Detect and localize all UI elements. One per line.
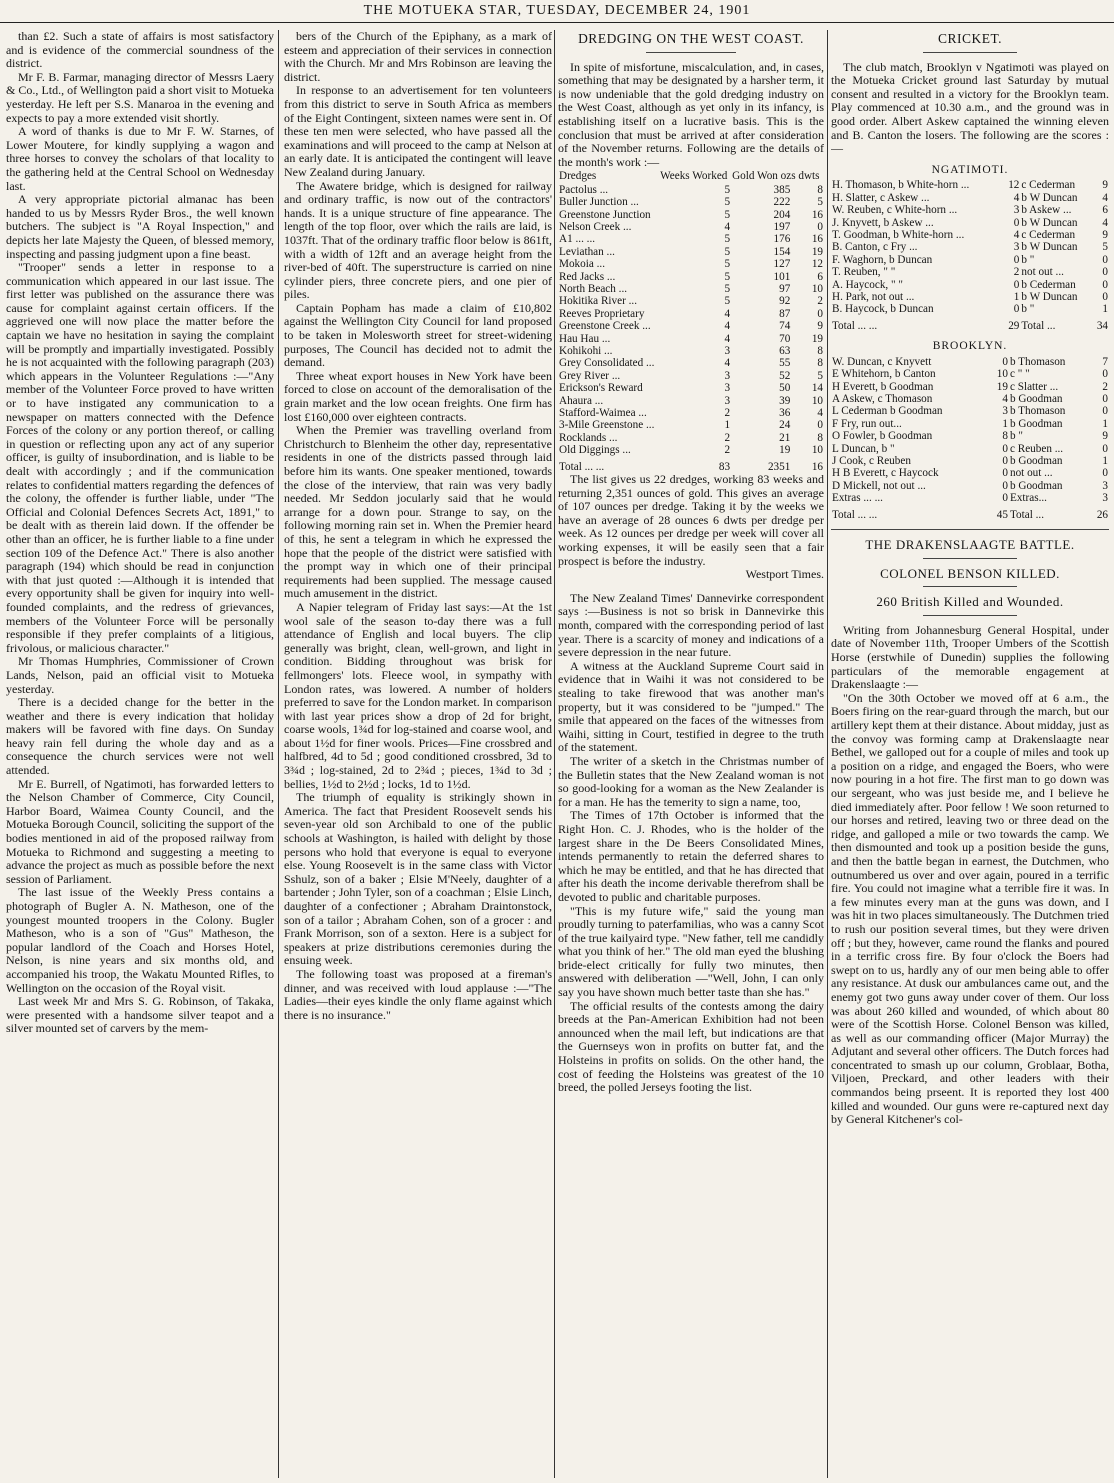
first-innings-dismissal: B. Haycock, b Duncan <box>832 303 934 316</box>
dredge-row <box>558 432 824 444</box>
gold-ozs: 19 <box>779 444 791 457</box>
total-label: Total ... ... <box>559 460 605 473</box>
total-runs: 34 <box>1096 319 1108 332</box>
gold-dwts: 8 <box>817 345 823 358</box>
gold-dwts: 19 <box>811 332 823 345</box>
gold-ozs: 36 <box>779 407 791 420</box>
first-innings-runs: 3 <box>1013 241 1020 254</box>
total-label: Total ... <box>1009 508 1044 521</box>
weeks-worked: 5 <box>724 258 731 271</box>
total-ozs: 2351 <box>767 460 791 473</box>
news-paragraph: The following toast was proposed at a fireman's dinner, and was received with loud applause :—"The Ladies—their eyes kindle the only flame against which there is no insurance." <box>284 966 552 1022</box>
batting-row <box>831 217 1109 229</box>
gold-dwts: 10 <box>811 283 823 295</box>
dredge-row <box>558 209 824 221</box>
first-innings-dismissal: W. Duncan, c Knyvett <box>832 355 932 368</box>
first-innings-dismissal: H. Park, not out ... <box>832 291 915 303</box>
second-innings-runs: 1 <box>1102 417 1108 430</box>
team1-total-row <box>831 316 1109 332</box>
column-rule <box>554 30 555 1478</box>
dredge-name: Grey Consolidated ... <box>559 357 655 370</box>
second-innings-dismissal: b Goodman <box>1009 417 1063 430</box>
gold-dwts: 10 <box>811 394 823 407</box>
dredge-name: Leviathan ... <box>559 245 615 258</box>
second-innings-runs: 0 <box>1102 266 1108 279</box>
first-innings-runs: 0 <box>1002 355 1008 368</box>
first-innings-dismissal: F Fry, run out... <box>832 417 902 430</box>
second-innings-dismissal: not out ... <box>1009 467 1053 480</box>
weeks-worked: 4 <box>724 357 731 370</box>
gold-ozs: 50 <box>779 382 791 395</box>
dredge-name: Reeves Proprietary <box>559 307 645 320</box>
batting-row <box>831 229 1109 241</box>
first-innings-runs: 0 <box>1002 479 1008 492</box>
first-innings-dismissal: W. Reuben, c White-horn ... <box>832 204 958 217</box>
dredge-row <box>558 233 824 245</box>
second-innings-runs: 0 <box>1102 467 1108 480</box>
batting-row <box>831 279 1109 291</box>
dredge-name: Grey River ... <box>559 369 621 382</box>
first-innings-dismissal: L Cederman b Goodman <box>832 405 943 418</box>
divider <box>923 558 1018 559</box>
news-paragraph: A very appropriate pictorial almanac has been handed to us by Messrs Ryder Bros., the well known butchers. The subject is "A Royal Inspection," and depicts her late Majesty the Queen, of blessed memory, inspecting and passing judgment upon a fine beast. <box>6 192 274 261</box>
dredge-row <box>558 295 824 307</box>
second-innings-dismissal: b Thomason <box>1009 405 1066 418</box>
weeks-header: Weeks Worked <box>660 170 728 183</box>
dredge-name: Mokoia ... <box>559 258 605 271</box>
batting-row <box>831 241 1109 253</box>
first-innings-runs: 10 <box>996 368 1008 381</box>
second-innings-dismissal: b Cederman <box>1021 278 1076 291</box>
batting-row <box>831 381 1109 393</box>
dredge-name: Old Diggings ... <box>559 444 631 457</box>
weeks-worked: 2 <box>724 431 731 444</box>
first-innings-runs: 4 <box>1002 393 1008 406</box>
divider <box>923 52 1018 53</box>
news-paragraph: Three wheat export houses in New York have been forced to close on account of the demoralisation of the grain market and the low ocean freights. One firm has lost £160,000 over eighteen contracts. <box>284 368 552 424</box>
news-paragraph: The New Zealand Times' Dannevirke correspondent says :—Business is not so brisk in Dannevirke this month, compared with the corresponding period of last year. There is a scarcity of money and indications of a severe depression in the near future. <box>558 590 824 660</box>
gold-dwts: 5 <box>817 196 823 209</box>
first-innings-runs: 12 <box>1008 179 1020 192</box>
dredge-name: Kohikohi ... <box>559 345 613 358</box>
gold-dwts: 10 <box>811 444 823 457</box>
second-innings-runs: 9 <box>1102 228 1108 241</box>
first-innings-runs: 0 <box>1002 455 1008 468</box>
second-innings-dismissal: b W Duncan <box>1021 216 1078 229</box>
dredge-row <box>558 283 824 295</box>
second-innings-runs: 3 <box>1102 479 1108 492</box>
gold-ozs: 222 <box>773 196 791 209</box>
dredge-name: Greenstone Junction <box>559 208 651 221</box>
divider <box>646 52 736 53</box>
first-innings-runs: 1 <box>1013 291 1020 303</box>
second-innings-runs: 2 <box>1102 380 1108 393</box>
news-paragraph: "Trooper" sends a letter in response to a communication which appeared in our last issue. The first letter was published on the assurance there was cause for complaint against certain officers. If the aggrieved one will now place the matter before the captain we have no hesitation in saying the complaint will be promptly and impartially investigated. Possibly he is not acquainted with the following paragraph (203) which appears in the Volunteer Regulations :—"Any member of the Volunteer Force proved to have written or to have instigated any communication to a newspaper on matters connected with the Defence Forces of the colony or any portion thereof, or calling in question or reflecting upon any act of any superior officer, is guilty of insubordination, and is liable to be dealt with accordingly ; and if the communication relates to confidential matters regarding the defences of the colony, the offender is further liable, under "The Official and Colonial Defences Secrets Act, 1891," to be dealt with as therein laid down. If the offender be other than an officer, he is further liable to a fine under section 109 of the Defence Act." There is also another paragraph (194) which should be read in conjunction with that just quoted :—Although it is intended that every opportunity shall be given for inquiry into well-founded complaints, and the redress of grievances, members of the Volunteer Force will be personally responsible if they prefer complaints of a litigious, frivolous, or malicious character." <box>6 260 274 655</box>
gold-dwts: 0 <box>817 419 823 432</box>
masthead: THE MOTUEKA STAR, TUESDAY, DECEMBER 24, 1901 <box>0 0 1114 23</box>
column-4 <box>831 30 1109 1478</box>
dredge-name: Greenstone Creek ... <box>559 320 651 333</box>
dredge-row <box>558 345 824 357</box>
dredge-name: 3-Mile Greenstone ... <box>559 419 655 432</box>
second-innings-runs: 0 <box>1102 368 1108 381</box>
batting-row <box>831 455 1109 467</box>
dredge-name: Rocklands ... <box>559 431 618 444</box>
dredge-row <box>558 320 824 332</box>
dredge-name: Stafford-Waimea ... <box>559 407 647 420</box>
gold-dwts: 9 <box>817 320 823 333</box>
gold-dwts: 0 <box>817 220 823 233</box>
second-innings-dismissal: b " <box>1021 303 1035 316</box>
dredge-name: Hau Hau ... <box>559 332 611 345</box>
first-innings-runs: 0 <box>1013 278 1020 291</box>
dredge-name: Ahaura ... <box>559 394 604 407</box>
first-innings-runs: 0 <box>1002 467 1008 480</box>
gold-ozs: 24 <box>779 419 791 432</box>
column-rule <box>278 30 279 1478</box>
weeks-worked: 4 <box>724 332 731 345</box>
dredge-name: Hokitika River ... <box>559 295 637 308</box>
second-innings-dismissal: b W Duncan <box>1021 191 1078 204</box>
batting-row <box>831 430 1109 442</box>
brooklyn-scorecard <box>831 356 1109 521</box>
gold-ozs: 197 <box>773 220 791 233</box>
weeks-worked: 5 <box>724 233 731 246</box>
gold-header: Gold Won ozs dwts <box>732 170 820 183</box>
divider <box>831 529 1109 530</box>
news-paragraph: Writing from Johannesburg General Hospital, under date of November 11th, Trooper Umbers of the Scottish Horse (erstwhile of Dunedin) supplies the following particulars of the memorable engagement at Drakenslaagte :— <box>831 622 1109 692</box>
weeks-worked: 2 <box>724 444 731 457</box>
first-innings-dismissal: O Fowler, b Goodman <box>832 430 933 443</box>
dredging-heading: DREDGING ON THE WEST COAST. <box>578 31 804 46</box>
batting-row <box>831 418 1109 430</box>
weeks-worked: 5 <box>724 183 731 196</box>
news-paragraph: The last issue of the Weekly Press contains a photograph of Bugler A. N. Matheson, one of the youngest mounted troopers in the Colony. Bugler Matheson, who is a son of "Gus" Matheson, the popular landlord of the Coach and Horses Hotel, Nelson, is nine years and six months old, and accompanied his troop, the Wakatu Mounted Rifles, to Wellington on the occasion of the Royal visit. <box>6 885 274 995</box>
first-innings-dismissal: T. Goodman, b White-horn ... <box>832 228 965 241</box>
gold-ozs: 55 <box>779 357 791 370</box>
batting-row <box>831 443 1109 455</box>
first-innings-dismissal: H. Slatter, c Askew ... <box>832 191 930 204</box>
batting-row <box>831 480 1109 492</box>
divider <box>923 586 1018 587</box>
news-paragraph: In response to an advertisement for ten volunteers from this district to serve in South Africa as members of the Eight Contingent, sixteen names were sent in. Of these ten men were selected, who have passed all the examinations and will proceed to the camp at Nelson at an early date. It is anticipated the contingent will leave New Zealand during January. <box>284 83 552 179</box>
second-innings-runs: 9 <box>1102 430 1108 443</box>
first-innings-runs: 19 <box>996 380 1008 393</box>
cricket-heading: CRICKET. <box>937 31 1003 46</box>
gold-dwts: 0 <box>817 307 823 320</box>
second-innings-dismissal: b Thomason <box>1009 355 1066 368</box>
news-paragraph: than £2. Such a state of affairs is most satisfactory and is evidence of the commercial soundness of the district. <box>6 30 274 71</box>
weeks-worked: 4 <box>724 320 731 333</box>
second-innings-dismissal: b Goodman <box>1009 455 1063 468</box>
gold-ozs: 87 <box>779 307 791 320</box>
weeks-worked: 5 <box>724 245 731 258</box>
dredge-row <box>558 258 824 270</box>
second-innings-runs: 1 <box>1102 303 1108 316</box>
second-innings-runs: 0 <box>1102 405 1108 418</box>
team-brooklyn-heading: BROOKLYN. <box>932 340 1008 353</box>
dredge-name: Erickson's Reward <box>559 382 643 395</box>
gold-dwts: 4 <box>817 407 823 420</box>
gold-ozs: 74 <box>779 320 791 333</box>
gold-dwts: 16 <box>811 233 823 246</box>
first-innings-dismissal: D Mickell, not out ... <box>832 479 926 492</box>
gold-ozs: 92 <box>779 295 791 308</box>
dredging-intro: In spite of misfortune, miscalculation, and, in cases, something that may be designated by a harsher term, it is now undeniable that the gold dredging industry on the West Coast, although as yet only in its infancy, is establishing itself on a lucrative basis. This is the conclusion that must be arrived at after consideration of the November returns. Following are the details of the month's work :— <box>558 59 824 169</box>
dredge-name: A1 ... ... <box>559 233 596 246</box>
first-innings-dismissal: E Whitehorn, b Canton <box>832 368 936 381</box>
first-innings-dismissal: Extras ... ... <box>832 492 883 505</box>
dredge-row <box>558 246 824 258</box>
first-innings-runs: 8 <box>1002 430 1008 443</box>
first-innings-dismissal: A. Haycock, " " <box>832 278 903 291</box>
second-innings-runs: 7 <box>1102 355 1108 368</box>
weeks-worked: 5 <box>724 283 731 295</box>
second-innings-runs: 4 <box>1102 191 1108 204</box>
second-innings-dismissal: b " <box>1021 253 1035 266</box>
batting-row <box>831 492 1109 504</box>
first-innings-runs: 0 <box>1013 303 1020 316</box>
team2-total-row <box>831 505 1109 521</box>
second-innings-runs: 6 <box>1102 204 1108 217</box>
first-innings-runs: 0 <box>1013 253 1020 266</box>
first-innings-dismissal: H B Everett, c Haycock <box>832 467 939 480</box>
weeks-worked: 4 <box>724 307 731 320</box>
gold-dwts: 2 <box>817 295 823 308</box>
gold-ozs: 101 <box>773 270 791 283</box>
first-innings-runs: 4 <box>1013 191 1020 204</box>
second-innings-runs: 5 <box>1102 241 1108 254</box>
second-innings-dismissal: c Cederman <box>1021 228 1076 241</box>
gold-ozs: 154 <box>773 245 791 258</box>
dredge-name: Red Jacks ... <box>559 270 616 283</box>
news-paragraph: The Times of 17th October is informed that the Right Hon. C. J. Rhodes, who is the holder of the largest share in the De Beers Consolidated Mines, intends permanently to retain the deferred shares to which he may be entitled, and that he has directed that after his death the income derivable therefrom shall be devoted to public and charitable purposes. <box>558 808 824 904</box>
dredge-row <box>558 419 824 431</box>
news-paragraph: A witness at the Auckland Supreme Court said in evidence that in Waihi it was not considered to be stealing to take firewood that was another man's property, but it was considered to be "jumped." The smile that appeared on the faces of the witnesses from Waihi, sitting in Court, testified in degree to the truth of the statement. <box>558 658 824 755</box>
dredge-name: Pactolus ... <box>559 183 609 196</box>
dredge-row <box>558 196 824 208</box>
dredge-name: North Beach ... <box>559 283 628 295</box>
second-innings-runs: 0 <box>1102 253 1108 266</box>
gold-ozs: 127 <box>773 258 791 271</box>
batting-row <box>831 204 1109 216</box>
weeks-worked: 3 <box>724 382 731 395</box>
second-innings-runs: 3 <box>1102 492 1108 505</box>
gold-dwts: 8 <box>817 183 823 196</box>
battle-deck: 260 British Killed and Wounded. <box>876 594 1064 610</box>
weeks-worked: 1 <box>724 419 731 432</box>
total-label: Total ... ... <box>832 508 878 521</box>
dredge-name: Nelson Creek ... <box>559 220 632 233</box>
dredging-total-row <box>558 457 824 473</box>
batting-row <box>831 254 1109 266</box>
first-innings-runs: 3 <box>1002 405 1008 418</box>
weeks-worked: 5 <box>724 208 731 221</box>
weeks-worked: 5 <box>724 196 731 209</box>
dredge-row <box>558 444 824 456</box>
news-paragraph: "On the 30th October we moved off at 6 a.m., the Boers firing on the rear-guard through the march, but our artillery kept them at their distance. About midday, just as the convoy was forming camp at Drakenslaagte near Bethel, we galloped out for a couple of miles and took up a position on a ridge, and engaged the Boers, who were now pouring in a hot fire. The first man to go down was our sergeant, who was just beside me, and I believe he died immediately after. Poor fellow ! We soon returned to our horses and retired, leaving two or three dead on the ridge, and galloped a mile or two towards the camp. We then dismounted and took up a position beside the guns, and then the battle began in earnest, the Dutchmen, who outnumbered us over and over again, poured in a terrific fire. You could not imagine what a terrible fire it was. In a few minutes every man at the guns was down, and I was hit in two places simultaneously. The Dutchmen tried to rush our position several times, but they were driven off ; but they, however, came round the flanks and poured in a terrific cross fire. By four o'clock the Boers had swept on to us, hardly any of our men being able to offer any resistance. At dusk our ambulances came out, and the enemy got two guns away under cover of them. Our loss was about 260 killed and wounded, of which about 80 were of the Scottish Horse. Colonel Benson was killed, as well as our commanding officer (Major Murray) the Adjutant and several other officers. The Dutch forces had concentrated to smash up our column, Groblaar, Botha, Viljoen, Preckard, and other leaders with their commandos being prseent. It is reported they lost 400 killed and wounded. Our guns were re-captured next day by General Kitchener's col- <box>831 690 1109 1127</box>
dredging-source: Westport Times. <box>745 567 824 582</box>
dredging-conclusion: The list gives us 22 dredges, working 83 weeks and returning 2,351 ounces of gold. This gives an average of 107 ounces per dredge. Taking it by the weeks we have an average of 28 ounces 6 dwts per dredge per week. As 12 ounces per dredge per week will cover all working expenses, it will be easily seen that a fair prospect is before the industry. <box>558 472 824 568</box>
first-innings-runs: 2 <box>1013 266 1020 279</box>
dredge-row <box>558 271 824 283</box>
batting-row <box>831 266 1109 278</box>
second-innings-dismissal: Extras... <box>1009 492 1047 505</box>
total-label: Total ... ... <box>832 319 878 332</box>
dredge-row <box>558 407 824 419</box>
team-ngatimoti-heading: NGATIMOTI. <box>931 163 1009 176</box>
first-innings-dismissal: H Everett, b Goodman <box>832 380 934 393</box>
column-rule <box>827 30 828 1478</box>
cricket-intro: The club match, Brooklyn v Ngatimoti was played on the Motueka Cricket ground last Saturday by mutual consent and resulted in a victory for the Brooklyn team. Play commenced at 10.30 a.m., and the ground was in good order. Albert Askew captained the winning eleven and B. Canton the losers. The following are the scores :— <box>831 59 1109 156</box>
dredges-header: Dredges <box>559 170 597 183</box>
news-paragraph: Mr Thomas Humphries, Commissioner of Crown Lands, Nelson, paid an official visit to Motueka yesterday. <box>6 654 274 696</box>
batting-row <box>831 393 1109 405</box>
weeks-worked: 3 <box>724 345 731 358</box>
news-paragraph: The Awatere bridge, which is designed for railway and ordinary traffic, is now out of the contractors' hands. It is a unique structure of fine appearance. The length of the top floor, over which the rails are laid, is 1037ft. That of the ordinary traffic floor below is 861ft, with a width of 12ft and an average height from the river-bed of 40ft. The superstructure is carried on nine cylinder piers, three concrete piers, and one pier of piles. <box>284 178 552 302</box>
second-innings-runs: 0 <box>1102 278 1108 291</box>
gold-ozs: 385 <box>773 183 791 196</box>
batting-row <box>831 179 1109 191</box>
news-paragraph: A Napier telegram of Friday last says:—At the 1st wool sale of the season to-day there was a full attendance of English and local buyers. The clip generally was bright, clean, well-grown, and light in condition. Bidding throughout was brisk for fellmongers' lots. Fleece wool, in sympathy with London rates, was lowered. A number of holders preferred to save for the London market. In comparison with last year prices show a drop of 2d for bright, coarse wools, 1¾d for log-stained and coarse wool, and about 1½d for finer wools. Prices—Fine crossbred and halfbred, 4d to 5d ; good conditioned crossbred, 3d to 3¾d ; log-stained, 2d to 2¾d ; pieces, 1¾d to 3d ; bellies, 1½d to 2½d ; locks, 1d to 1½d. <box>284 599 552 791</box>
weeks-worked: 4 <box>724 220 731 233</box>
batting-row <box>831 368 1109 380</box>
gold-ozs: 21 <box>779 431 791 444</box>
total-runs: 29 <box>1008 319 1020 332</box>
batting-row <box>831 303 1109 315</box>
news-paragraph: The official results of the contests among the dairy breeds at the Pan-American Exhibition had not been announced when the mail left, but indications are that the Guernseys won in profits on butter fat, and the Holsteins in profits on solids. On the other hand, the cost of feeding the Holsteins was greatest of the 10 breed, the polled Jerseys footing the list. <box>558 998 824 1095</box>
first-innings-dismissal: J. Knyvett, b Askew ... <box>832 216 934 229</box>
second-innings-dismissal: c " " <box>1009 368 1030 381</box>
first-innings-runs: 3 <box>1013 204 1020 217</box>
second-innings-runs: 1 <box>1102 455 1108 468</box>
dredge-row <box>558 308 824 320</box>
total-label: Total ... <box>1021 319 1056 332</box>
gold-dwts: 16 <box>811 208 823 221</box>
second-innings-dismissal: b W Duncan <box>1021 241 1078 254</box>
gold-dwts: 12 <box>811 258 823 271</box>
news-paragraph: The writer of a sketch in the Christmas number of the Bulletin states that the New Zealand woman is not so good-looking for a woman as the New Zealander is for a man. He has the temerity to sign a name, too, <box>558 753 824 809</box>
gold-dwts: 5 <box>817 369 823 382</box>
second-innings-dismissal: not out ... <box>1021 266 1064 279</box>
first-innings-runs: 0 <box>1002 442 1008 455</box>
batting-row <box>831 356 1109 368</box>
batting-row <box>831 291 1109 303</box>
first-innings-runs: 0 <box>1002 492 1008 505</box>
gold-dwts: 19 <box>811 245 823 258</box>
second-innings-dismissal: b Goodman <box>1009 393 1063 406</box>
column-3 <box>558 30 824 1478</box>
weeks-worked: 2 <box>724 407 731 420</box>
gold-ozs: 97 <box>779 283 791 295</box>
gold-ozs: 52 <box>779 369 791 382</box>
weeks-worked: 5 <box>724 295 731 308</box>
batting-row <box>831 405 1109 417</box>
dredge-row <box>558 184 824 196</box>
gold-dwts: 8 <box>817 431 823 444</box>
first-innings-dismissal: L Duncan, b " <box>832 442 895 455</box>
first-innings-dismissal: J Cook, c Reuben <box>832 455 911 468</box>
total-runs: 45 <box>996 508 1008 521</box>
weeks-worked: 3 <box>724 394 731 407</box>
second-innings-runs: 0 <box>1102 393 1108 406</box>
dredge-row <box>558 357 824 369</box>
second-innings-dismissal: b Goodman <box>1009 479 1063 492</box>
column-1 <box>6 30 274 1478</box>
weeks-worked: 3 <box>724 369 731 382</box>
second-innings-runs: 4 <box>1102 216 1108 229</box>
gold-dwts: 14 <box>811 382 823 395</box>
battle-subheading: COLONEL BENSON KILLED. <box>880 565 1060 581</box>
dredge-row <box>558 333 824 345</box>
gold-ozs: 70 <box>779 332 791 345</box>
news-paragraph: Mr E. Burrell, of Ngatimoti, has forwarded letters to the Nelson Chamber of Commerce, City Council, Harbor Board, Waimea County Council, and the Motueka Borough Council, soliciting the support of the bodies mentioned in aid of the proposed railway from Motueka to Richmond and suggesting a meeting to advance the project as much as possible before the next session of Parliament. <box>6 776 274 886</box>
second-innings-dismissal: b W Duncan <box>1021 291 1078 303</box>
second-innings-dismissal: c Slatter ... <box>1009 380 1059 393</box>
column-2 <box>284 30 552 1478</box>
second-innings-dismissal: c Reuben ... <box>1009 442 1064 455</box>
weeks-worked: 5 <box>724 270 731 283</box>
dredge-row <box>558 221 824 233</box>
second-innings-runs: 0 <box>1102 442 1108 455</box>
dredge-row <box>558 370 824 382</box>
second-innings-dismissal: b Askew ... <box>1021 204 1072 217</box>
gold-ozs: 176 <box>773 233 791 246</box>
first-innings-dismissal: B. Canton, c Fry ... <box>832 241 918 254</box>
divider <box>923 615 1018 616</box>
news-paragraph: Mr F. B. Farmar, managing director of Messrs Laery & Co., Ltd., of Wellington paid a short visit to Motueka yesterday. He left per S.S. Manaroa in the evening and expects to pay a more extended visit shortly. <box>6 69 274 125</box>
gold-dwts: 8 <box>817 357 823 370</box>
total-runs: 26 <box>1096 508 1108 521</box>
news-paragraph: Captain Popham has made a claim of £10,802 against the Wellington City Council for land proposed to be taken in Molesworth street for street-widening purposes, The Council has decided not to admit the demand. <box>284 300 552 370</box>
news-paragraph: Last week Mr and Mrs S. G. Robinson, of Takaka, were presented with a handsome silver teapot and a silver mounted set of carvers by the mem- <box>6 994 274 1036</box>
news-paragraph: The triumph of equality is strikingly shown in America. The fact that President Roosevelt sends his seven-year old son Archibald to one of the public schools at Washington, is hailed with delight by those persons who hold that everyone is equal to everyone else. Young Roosevelt is in the same class with Victor Sshulz, son of a baker ; Elsie M'Neely, daughter of a bartender ; John Tyler, son of a coachman ; Elsie Linch, daughter of a confectioner ; Abraham Draintonstock, son of a tailor ; Abraham Cohen, son of a grocer : and Frank Morrison, son of a sexton. Here is a subject for speakers at prize distributions ceremonies during the ensuing week. <box>284 790 552 968</box>
gold-ozs: 204 <box>773 208 791 221</box>
second-innings-runs: 0 <box>1102 291 1108 303</box>
news-paragraph: A word of thanks is due to Mr F. W. Starnes, of Lower Moutere, for kindly supplying a wagon and three horses to convey the scholars of that locality to the gathering held at the Central School on Wednesday last. <box>6 124 274 193</box>
first-innings-dismissal: H. Thomason, b White-horn ... <box>832 179 970 192</box>
dredge-row <box>558 382 824 394</box>
gold-ozs: 39 <box>779 394 791 407</box>
first-innings-runs: 1 <box>1002 417 1008 430</box>
second-innings-dismissal: b " <box>1009 430 1023 443</box>
news-paragraph: "This is my future wife," said the young man proudly turning to paterfamilias, who was a canny Scot of the true kailyaird type. "New father, tell me candidly what you think of her." The old man eyed the blushing bride-elect critically for fully two minutes, then answered with deliberation —"Well, John, I can only say you have shown much better taste than she has." <box>558 903 824 1000</box>
first-innings-runs: 4 <box>1013 228 1020 241</box>
first-innings-dismissal: T. Reuben, " " <box>832 266 896 279</box>
gold-dwts: 6 <box>817 270 823 283</box>
batting-row <box>831 467 1109 479</box>
dredge-row <box>558 395 824 407</box>
total-dwts: 16 <box>811 460 823 473</box>
second-innings-dismissal: c Cederman <box>1021 179 1076 192</box>
ngatimoti-scorecard <box>831 179 1109 332</box>
batting-row <box>831 192 1109 204</box>
dredging-table <box>558 169 824 473</box>
news-paragraph: bers of the Church of the Epiphany, as a mark of esteem and appreciation of their services in connection with the Church. Mr and Mrs Robinson are leaving the district. <box>284 30 552 84</box>
battle-heading: THE DRAKENSLAAGTE BATTLE. <box>865 537 1075 553</box>
total-weeks: 83 <box>718 460 731 473</box>
news-paragraph: There is a decided change for the better in the weather and there is every indication that holiday makers will be favored with fine days. On Sunday heavy rain fell during the whole day and as a consequence the church services were not well attended. <box>6 695 274 778</box>
first-innings-runs: 0 <box>1013 216 1020 229</box>
first-innings-dismissal: A Askew, c Thomason <box>832 393 933 406</box>
news-paragraph: When the Premier was travelling overland from Christchurch to Blenheim the other day, representative residents in one of the districts passed through laid before him its wants. One speaker mentioned, towards the close of the interview, that rain was very badly needed. Mr Seddon jocularly said that he would arrange for a down pour. Strange to say, on the following morning rain set in. When the Premier heard of this, he sent a telegram in which he expressed the hope that the people of the district were satisfied with the prompt way in which one of their principal requirements had been supplied. The message caused much amusement in the district. <box>284 423 552 601</box>
second-innings-runs: 9 <box>1102 179 1108 192</box>
gold-ozs: 63 <box>779 345 791 358</box>
first-innings-dismissal: F. Waghorn, b Duncan <box>832 253 933 266</box>
dredge-name: Buller Junction ... <box>559 196 639 209</box>
